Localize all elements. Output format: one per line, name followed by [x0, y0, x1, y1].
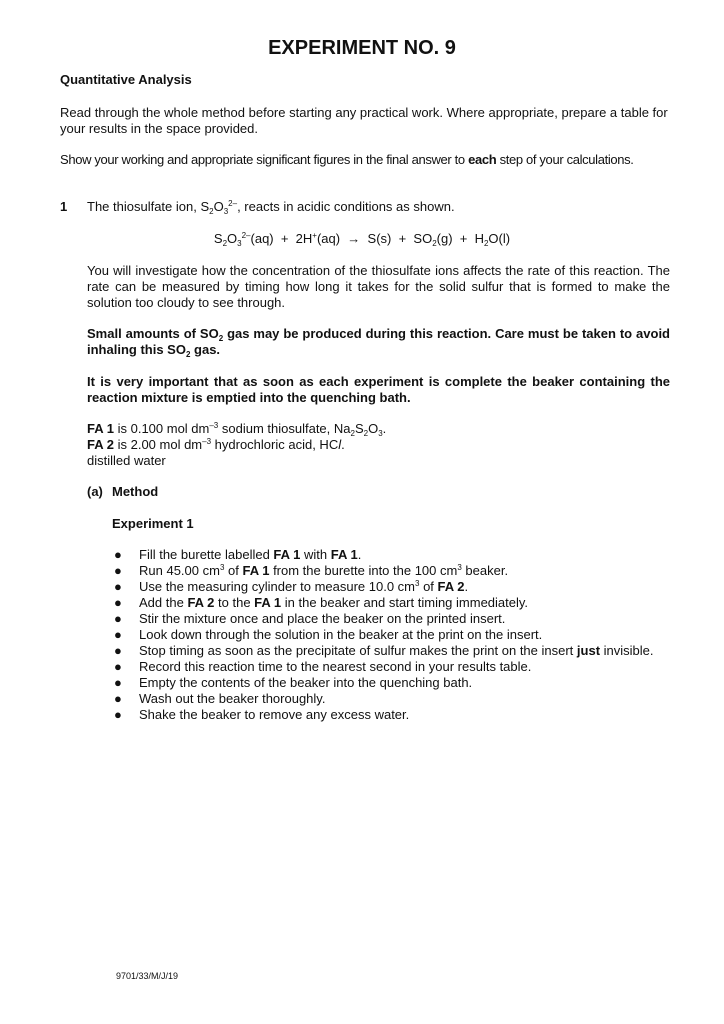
equation-text: (aq) + 2H: [250, 231, 313, 246]
equation-text: O(l): [488, 231, 511, 246]
subscript: 2: [350, 429, 355, 438]
question-intro: [87, 199, 455, 215]
safety-warning: [87, 326, 670, 358]
step-text: from the burette into the 100 cm: [269, 563, 458, 578]
step-text: Stop timing as soon as the precipitate of sulfur makes the print on the insert: [139, 643, 577, 658]
superscript: 3: [415, 579, 420, 588]
step-emphasis: FA 1: [273, 547, 301, 562]
reagent-text: S: [354, 421, 364, 436]
list-item: [112, 563, 682, 579]
bullet-icon: ●: [114, 707, 122, 722]
reagent-water: distilled water: [87, 453, 166, 468]
part-a-heading: [87, 484, 158, 500]
subscript: 2: [222, 239, 228, 248]
instruction-emphasis: each: [468, 152, 497, 167]
superscript: –3: [202, 437, 212, 446]
step-text: .: [357, 547, 362, 562]
step-text: Stir the mixture once and place the beaker on the printed insert.: [139, 611, 506, 626]
step-emphasis: FA 2: [437, 579, 465, 594]
list-item: [112, 707, 682, 723]
step-emphasis: FA 1: [254, 595, 282, 610]
step-text: Shake the beaker to remove any excess water.: [139, 707, 410, 722]
step-text: Wash out the beaker thoroughly.: [139, 691, 326, 706]
subscript: 2: [483, 239, 489, 248]
subscript: 3: [237, 239, 242, 248]
list-item: [112, 579, 682, 595]
part-label: (a): [87, 484, 103, 499]
working-instruction: [60, 152, 670, 168]
reagent-text: hydrochloric acid, HC: [211, 437, 339, 452]
superscript: 3: [457, 563, 462, 572]
reagent-label: FA 1: [87, 421, 114, 436]
experiment-heading: Experiment 1: [112, 516, 194, 531]
reagent-text: .: [341, 437, 345, 452]
superscript: –3: [209, 421, 219, 430]
step-text: Empty the contents of the beaker into the quenching bath.: [139, 675, 473, 690]
warning-text: gas.: [190, 342, 221, 357]
question-text: , reacts in acidic conditions as shown.: [237, 199, 455, 214]
reagent-fa2: [87, 437, 670, 453]
step-text: beaker.: [461, 563, 509, 578]
bullet-icon: ●: [114, 691, 122, 706]
bullet-icon: ●: [114, 563, 122, 578]
step-text: .: [464, 579, 469, 594]
step-text: Look down through the solution in the beaker at the print on the insert.: [139, 627, 543, 642]
bullet-icon: ●: [114, 547, 122, 562]
list-item: [112, 659, 682, 675]
paper-code-footer: 9701/33/M/J/19: [116, 971, 179, 981]
step-text: Fill the burette labelled: [139, 547, 274, 562]
reagent-label: FA 2: [87, 437, 114, 452]
list-item: [112, 691, 682, 707]
reagent-text: l: [338, 437, 342, 452]
step-emphasis: FA 1: [242, 563, 270, 578]
method-steps: [112, 547, 682, 723]
step-emphasis: just: [576, 643, 601, 658]
subscript: 2: [209, 207, 214, 216]
step-text: Record this reaction time to the nearest second in your results table.: [139, 659, 532, 674]
superscript: 3: [219, 563, 225, 572]
question-number: 1: [60, 199, 68, 214]
subscript: 2: [432, 239, 437, 248]
rate-paragraph: You will investigate how the concentration of the thiosulfate ions affects the rate of this reaction. The rate can be measured by timing how long it takes for the solid sulfur that is formed to make the solution too cloudy to see through.: [87, 263, 670, 310]
bullet-icon: ●: [114, 675, 122, 690]
subscript: 2: [218, 334, 224, 343]
part-title: Method: [112, 484, 159, 499]
list-item: [112, 675, 682, 691]
step-text: Run 45.00 cm: [139, 563, 220, 578]
list-item: [112, 547, 682, 563]
list-item: [112, 595, 682, 611]
equation-text: O: [227, 231, 238, 246]
instruction-text-end: step of your calculations.: [496, 152, 634, 167]
bullet-icon: ●: [114, 643, 122, 658]
page-title: EXPERIMENT NO. 9: [268, 37, 456, 59]
reagent-text: O: [368, 421, 379, 436]
step-text: in the beaker and start timing immediately.: [281, 595, 529, 610]
step-emphasis: FA 1: [330, 547, 358, 562]
list-item: [112, 643, 682, 659]
bullet-icon: ●: [114, 611, 122, 626]
reagent-list: [87, 421, 670, 469]
subscript: 3: [378, 429, 383, 438]
important-notice: It is very important that as soon as each experiment is complete the beaker containing the reaction mixture is emptied into the quenching bath.: [87, 374, 670, 405]
subscript: 2: [185, 350, 191, 359]
reagent-text: .: [382, 421, 387, 436]
step-text: to the: [214, 595, 255, 610]
charge-superscript: 2–: [228, 199, 238, 208]
bullet-icon: ●: [114, 579, 122, 594]
bullet-icon: ●: [114, 627, 122, 642]
list-item: [112, 627, 682, 643]
step-text: invisible.: [600, 643, 654, 658]
section-heading: Quantitative Analysis: [60, 72, 192, 87]
step-text: Add the: [139, 595, 188, 610]
equation-text: (g) + H: [436, 231, 484, 246]
equation-text: S: [213, 231, 223, 246]
reagent-text: sodium thiosulfate, Na: [218, 421, 351, 436]
warning-text: Small amounts of SO: [87, 326, 219, 341]
step-text: of: [224, 563, 243, 578]
reagent-text: is 2.00 mol dm: [113, 437, 203, 452]
step-text: Use the measuring cylinder to measure 10.0 cm: [139, 579, 416, 594]
charge-superscript: +: [312, 231, 317, 240]
reaction-equation: [0, 231, 724, 247]
reagent-text: is 0.100 mol dm: [113, 421, 210, 436]
list-item: [112, 611, 682, 627]
question-text: The thiosulfate ion, S: [87, 199, 210, 214]
step-emphasis: FA 2: [187, 595, 215, 610]
charge-superscript: 2–: [241, 231, 251, 240]
step-text: with: [300, 547, 331, 562]
subscript: 3: [223, 207, 229, 216]
intro-paragraph: Read through the whole method before starting any practical work. Where appropriate, prepare a table for your results in the space provided.: [60, 105, 668, 136]
question-text: O: [213, 199, 224, 214]
equation-text: (aq) → S(s) + SO: [316, 231, 433, 246]
reagent-fa1: [87, 421, 670, 437]
subscript: 2: [363, 429, 369, 438]
instruction-text: Show your working and appropriate significant figures in the final answer to: [60, 152, 469, 167]
step-text: of: [419, 579, 438, 594]
warning-text: gas may be produced during this reaction. Care must be taken to avoid inhaling this SO: [87, 326, 670, 357]
bullet-icon: ●: [114, 595, 122, 610]
bullet-icon: ●: [114, 659, 122, 674]
